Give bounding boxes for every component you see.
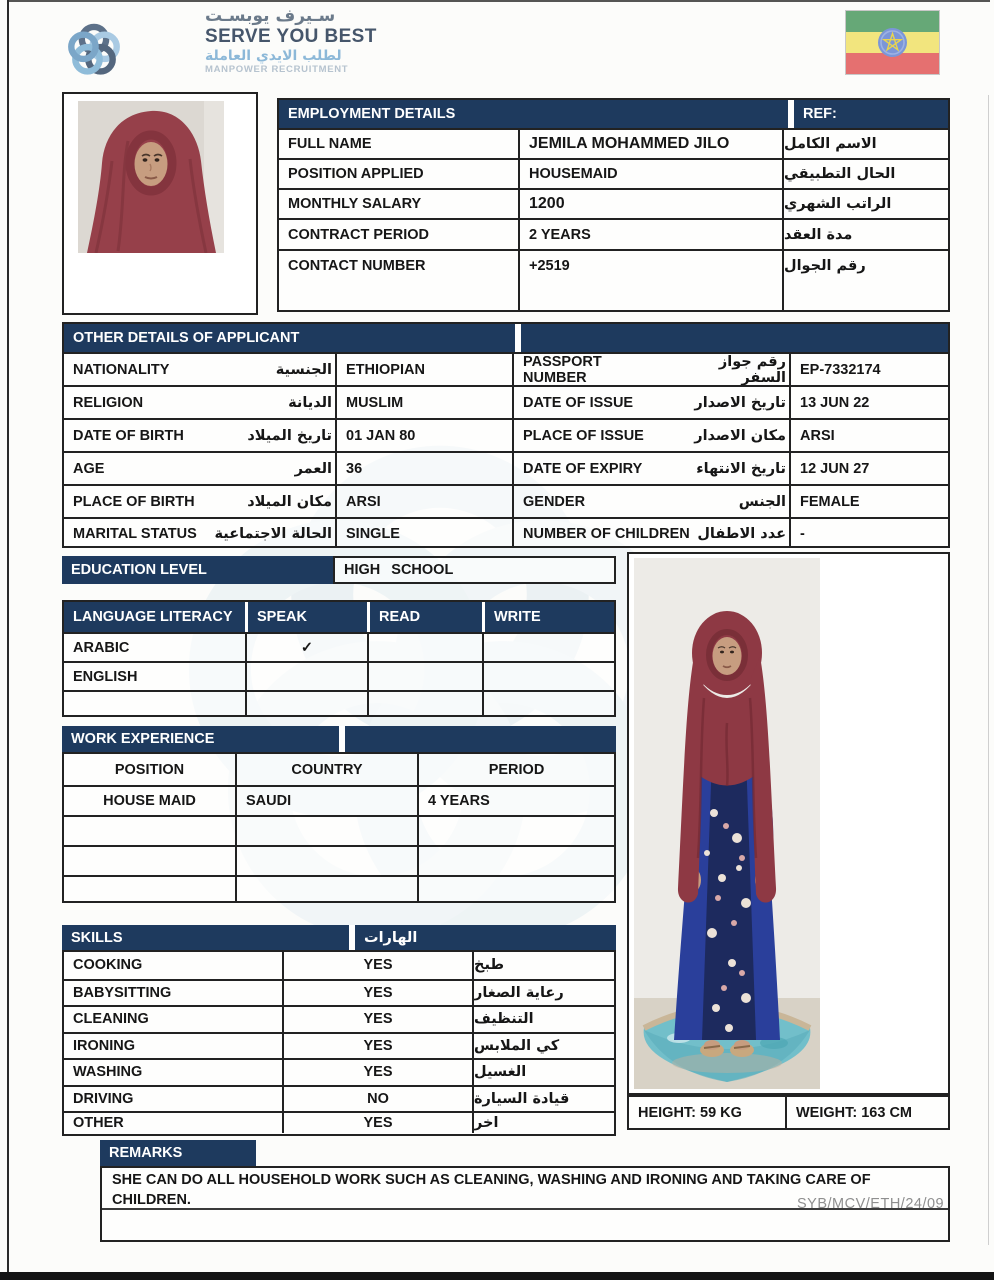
field-label-arabic: الحالة الاجتماعية [214, 525, 332, 542]
logo-knot-icon [62, 14, 126, 86]
work-experience-header-right [345, 726, 616, 752]
logo-text-block [205, 6, 435, 75]
fullbody-photo-frame [627, 552, 950, 1095]
field-label: GENDER [523, 493, 586, 510]
field-label: AGE [73, 460, 105, 477]
skill-value: NO [282, 1087, 472, 1112]
write-check [482, 663, 614, 690]
field-label-arabic: مكان الاصدار [694, 427, 786, 444]
skill-value: YES [282, 1007, 472, 1032]
language-name [64, 692, 245, 715]
passport-photo-frame [62, 92, 258, 315]
document-ref-code: SYB/MCV/ETH/24/09 [797, 1196, 945, 1212]
field-value: ARSI [335, 486, 512, 517]
field-value: 36 [335, 453, 512, 484]
field-label-arabic: تاريخ الميلاد [247, 427, 332, 444]
work-position [64, 817, 235, 845]
field-label-arabic: الحال التطبيقي [782, 160, 948, 188]
language-literacy-header: LANGUAGE LITERACY [64, 602, 245, 632]
work-position [64, 877, 235, 901]
field-value: 12 JUN 27 [789, 453, 948, 484]
skill-name: BABYSITTING [73, 984, 172, 1001]
employment-details-title: EMPLOYMENT DETAILS [279, 100, 788, 128]
field-label-arabic: الجنسية [275, 361, 332, 378]
skill-arabic: اخر [472, 1113, 614, 1133]
work-country [235, 877, 417, 901]
skills-table [62, 950, 616, 1136]
read-header: READ [367, 602, 482, 632]
work-period [417, 877, 614, 901]
skill-value: YES [282, 1034, 472, 1059]
field-label-arabic: مكان الميلاد [247, 493, 332, 510]
country-header: COUNTRY [235, 754, 417, 785]
field-label: PLACE OF BIRTH [73, 493, 195, 510]
work-position: HOUSE MAID [103, 793, 196, 809]
remarks-title: REMARKS [100, 1140, 256, 1166]
employment-details-table [277, 98, 950, 312]
field-label: NUMBER OF CHILDREN [523, 525, 690, 542]
education-level-row [62, 556, 616, 584]
skill-name: OTHER [73, 1115, 124, 1131]
field-value: 1200 [518, 190, 782, 218]
other-details-table [62, 322, 950, 548]
field-value: SINGLE [335, 519, 512, 548]
skills-section [62, 925, 616, 1136]
field-value: 13 JUN 22 [789, 387, 948, 418]
remarks-empty-row [102, 1210, 948, 1240]
logo-subtitle: MANPOWER RECRUITMENT [205, 64, 349, 75]
field-label-arabic: تاريخ الاصدار [694, 394, 786, 411]
field-label: RELIGION [73, 394, 144, 411]
weight-value: WEIGHT: 163 CM [785, 1097, 948, 1128]
skills-title-arabic: الهارات [355, 925, 616, 950]
field-label: PASSPORT NUMBER [523, 354, 602, 385]
speak-check: ✓ [245, 634, 367, 661]
page-left-border [7, 0, 9, 1272]
work-position [64, 847, 235, 875]
logo-arabic-subtitle: لطلب الايدي العاملة [205, 48, 342, 64]
height-value: HEIGHT: 59 KG [638, 1104, 742, 1121]
field-value: HOUSEMAID [518, 160, 782, 188]
field-label: MARITAL STATUS [73, 525, 197, 542]
other-details-title: OTHER DETAILS OF APPLICANT [64, 324, 515, 352]
skill-arabic: كي الملابس [472, 1034, 614, 1059]
field-label: PLACE OF ISSUE [523, 427, 644, 444]
write-check [482, 692, 614, 715]
skill-name: DRIVING [73, 1090, 134, 1107]
language-name: ARABIC [73, 639, 130, 656]
skill-value: YES [282, 1113, 472, 1133]
field-label: CONTRACT PERIOD [288, 226, 429, 243]
skill-arabic: قيادة السيارة [472, 1087, 614, 1112]
field-label-arabic: رقم جواز السفر [718, 354, 786, 385]
field-label-arabic: الاسم الكامل [782, 130, 948, 158]
skill-name: WASHING [73, 1064, 143, 1081]
education-level-value: HIGH SCHOOL [333, 556, 616, 584]
field-value: 01 JAN 80 [335, 420, 512, 451]
skill-arabic: طبخ [472, 952, 614, 979]
work-period: 4 YEARS [417, 787, 614, 815]
field-label: POSITION APPLIED [288, 166, 424, 182]
field-label-arabic: الجنس [738, 493, 786, 510]
field-value: JEMILA MOHAMMED JILO [518, 130, 782, 158]
read-check [367, 692, 482, 715]
other-details-header-right [521, 324, 948, 352]
skills-title: SKILLS [62, 925, 349, 950]
field-label: DATE OF ISSUE [523, 394, 634, 411]
applicant-portrait-photo [78, 101, 224, 253]
speak-check [245, 663, 367, 690]
work-period [417, 847, 614, 875]
language-literacy-table [62, 600, 616, 717]
remarks-text: SHE CAN DO ALL HOUSEHOLD WORK SUCH AS CLEANING, WASHING AND IRONING AND TAKING CARE OF CHILDREN. [102, 1168, 948, 1210]
field-value: 2 YEARS [518, 220, 782, 249]
field-label-arabic: مدة العقد [782, 220, 948, 249]
field-value: +2519 [518, 251, 782, 312]
write-check [482, 634, 614, 661]
skill-name: COOKING [73, 957, 143, 974]
field-value: EP-7332174 [789, 354, 948, 385]
field-label-arabic: الراتب الشهري [782, 190, 948, 218]
ethiopia-flag-icon [845, 10, 940, 75]
read-check [367, 663, 482, 690]
skill-arabic: التنظيف [472, 1007, 614, 1032]
read-check [367, 634, 482, 661]
field-value: ETHIOPIAN [335, 354, 512, 385]
field-value: ARSI [789, 420, 948, 451]
skill-value: YES [282, 1060, 472, 1085]
applicant-fullbody-photo [634, 558, 820, 1089]
education-level-label: EDUCATION LEVEL [62, 556, 333, 584]
skill-arabic: الغسيل [472, 1060, 614, 1085]
field-label: FULL NAME [288, 136, 372, 152]
field-label-arabic: رقم الجوال [782, 251, 948, 312]
skill-name: IRONING [73, 1037, 136, 1054]
field-value: MUSLIM [335, 387, 512, 418]
field-label-arabic: تاريخ الانتهاء [696, 460, 786, 477]
work-country [235, 847, 417, 875]
field-label: CONTACT NUMBER [288, 258, 426, 274]
field-label-arabic: الديانة [288, 394, 332, 411]
field-label: MONTHLY SALARY [288, 196, 422, 212]
logo-arabic-title: سـيرف يوبسـت [205, 6, 336, 26]
ref-label: REF: [794, 100, 948, 128]
page-top-border [7, 0, 990, 2]
field-label-arabic: عدد الاطفال [697, 525, 786, 542]
field-label: DATE OF BIRTH [73, 427, 184, 444]
write-header: WRITE [482, 602, 614, 632]
field-label: NATIONALITY [73, 361, 170, 378]
work-experience-section [62, 726, 616, 903]
work-experience-title: WORK EXPERIENCE [62, 726, 339, 752]
skill-name: CLEANING [73, 1011, 149, 1028]
field-label-arabic: العمر [294, 460, 332, 477]
work-country: SAUDI [235, 787, 417, 815]
field-value: - [789, 519, 948, 548]
skill-arabic: رعاية الصغار [472, 981, 614, 1006]
position-header: POSITION [114, 761, 185, 778]
logo-title: SERVE YOU BEST [205, 26, 377, 47]
page-right-border [988, 95, 989, 1245]
skill-value: YES [282, 952, 472, 979]
period-header: PERIOD [417, 754, 614, 785]
height-weight-row [627, 1095, 950, 1130]
work-experience-table [62, 752, 616, 903]
field-value: FEMALE [789, 486, 948, 517]
work-period [417, 817, 614, 845]
work-country [235, 817, 417, 845]
skill-value: YES [282, 981, 472, 1006]
language-name: ENGLISH [73, 668, 138, 685]
speak-check [245, 692, 367, 715]
page-bottom-bar [0, 1272, 994, 1280]
speak-header: SPEAK [245, 602, 367, 632]
field-label: DATE OF EXPIRY [523, 460, 643, 477]
